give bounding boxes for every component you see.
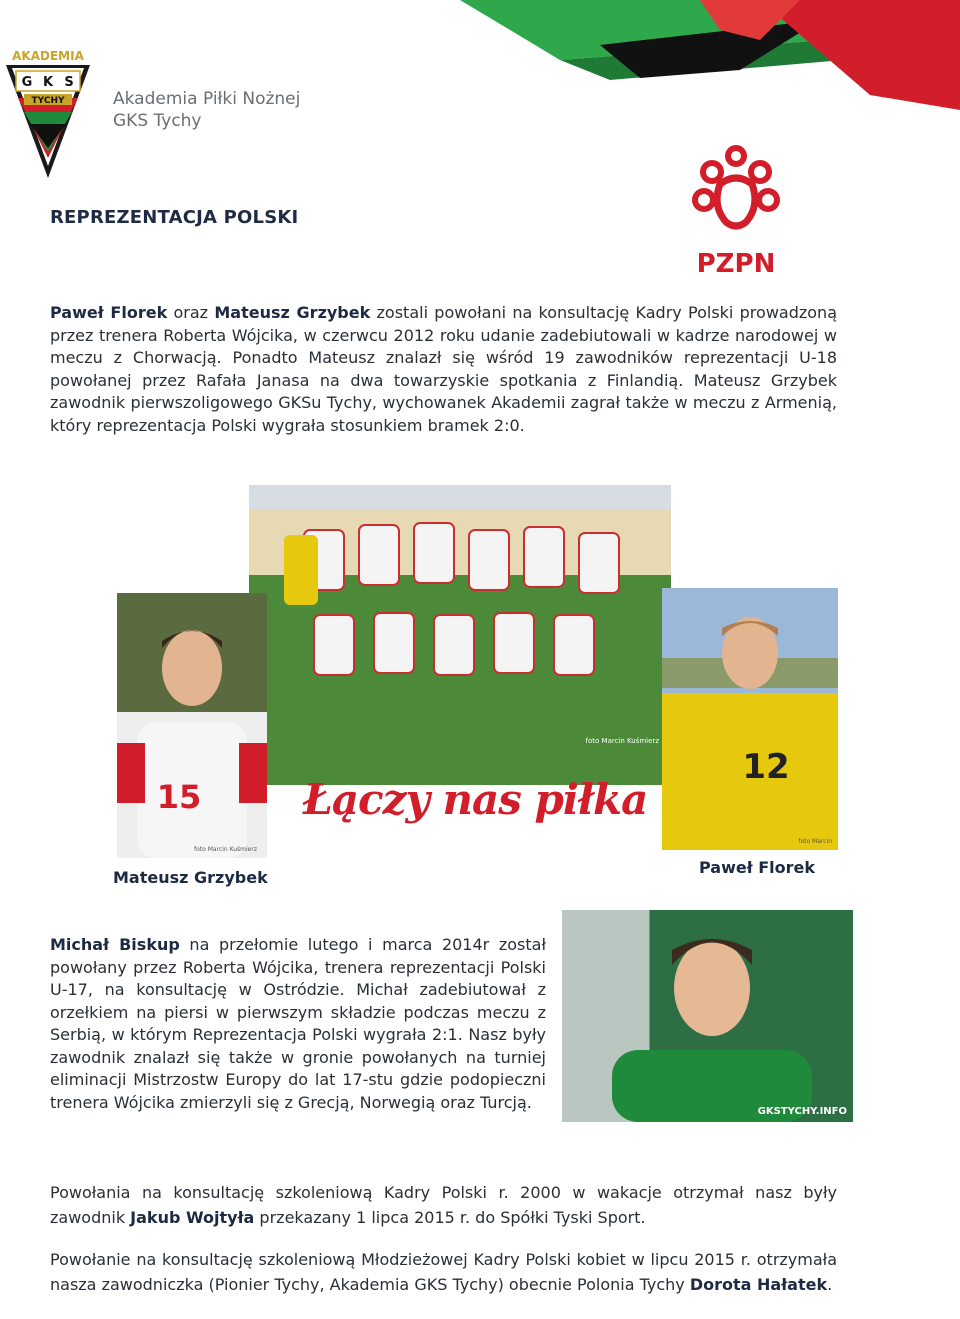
intro-paragraph: Paweł Florek oraz Mateusz Grzybek zostali powołani na konsultację Kadry Polski prowadzoną przez trenera Roberta Wójcika, w czerwcu 2012 roku udanie zadebiutowali w kadrze narodowej w meczu z Chorwacją. Ponadto Mateusz znalazł się wśród 19 zawodników reprezentacji U-18 powołanej przez Rafała Janasa na dwa towarzyskie spotkania z Finlandią. Mateusz Grzybek zawodnik pierwszoligowego GKSu Tychy, wychowanek Akademii zagrał także w meczu z Armenią, który reprezentacja Polski wygrała stosunkiem bramek 2:0. [50, 303, 838, 435]
org-line1: Akademia Piłki Nożnej [113, 89, 301, 109]
wojtyla-paragraph: Powołania na konsultację szkoleniową Kadry Polski r. 2000 w wakacje otrzymał nasz były zawodnik Jakub Wojtyła przekazany 1 lipca 2015 r. do Spółki Tyski Sport. [50, 1183, 837, 1227]
caption-florek: Paweł Florek [699, 858, 816, 877]
org-name [113, 88, 300, 132]
player-name-halatek: Dorota Hałatek [689, 1275, 828, 1294]
biskup-paragraph: Michał Biskup na przełomie lutego i marca 2014r został powołany przez Roberta Wójcika, trenera reprezentacji Polski U-17, na konsultację w Ostródzie. Michał zadebiutował z orzełkiem na piersi w pierwszym składzie podczas meczu z Serbią, w którym Reprezentacja Polski wygrała 2:1. Nasz były zawodnik znalazł się także w gronie powołanych na turniej eliminacji Mistrzostw Europy do lat 17-stu gdzie podopieczni trenera Wójcika zmierzyli się z Grecją, Norwegią oraz Turcją. [50, 935, 546, 1112]
svg-text:15: 15 [156, 778, 202, 816]
pzpn-logo [690, 142, 782, 278]
florek-photo [662, 588, 838, 850]
svg-text:G: G [21, 75, 33, 90]
org-line2: GKS Tychy [113, 111, 202, 131]
grzybek-photo [117, 593, 267, 858]
svg-text:K: K [42, 75, 54, 90]
svg-text:foto Marcin: foto Marcin [798, 838, 832, 845]
caption-grzybek: Mateusz Grzybek [113, 868, 268, 887]
halatek-paragraph: Powołanie na konsultację szkoleniową Młodzieżowej Kadry Polski kobiet w lipcu 2015 r. otrzymała nasza zawodniczka (Pionier Tychy, Akademia GKS Tychy) obecnie Polonia Tychy Dorota Hałatek. [50, 1250, 837, 1294]
svg-text:AKADEMIA: AKADEMIA [12, 49, 84, 63]
svg-text:TYCHY: TYCHY [31, 96, 65, 106]
svg-text:GKSTYCHY.INFO: GKSTYCHY.INFO [757, 1106, 847, 1117]
player-name-biskup: Michał Biskup [50, 935, 180, 954]
svg-text:12: 12 [742, 747, 790, 787]
svg-text:foto Marcin Kuśmierz: foto Marcin Kuśmierz [194, 846, 257, 853]
player-name-florek: Paweł Florek [50, 303, 168, 322]
akademia-gks-logo [2, 48, 94, 180]
page-title: REPREZENTACJA POLSKI [50, 207, 299, 228]
team-photo [249, 485, 671, 785]
svg-text:PZPN: PZPN [696, 249, 776, 278]
player-name-grzybek: Mateusz Grzybek [214, 303, 371, 322]
slogan-text: Łączy nas piłka [303, 775, 648, 824]
decorative-corner-stripes [0, 0, 960, 160]
svg-text:foto Marcin Kuśmierz: foto Marcin Kuśmierz [585, 737, 659, 745]
svg-text:S: S [64, 75, 74, 90]
biskup-photo [562, 910, 853, 1122]
player-name-wojtyla: Jakub Wojtyła [130, 1208, 255, 1227]
